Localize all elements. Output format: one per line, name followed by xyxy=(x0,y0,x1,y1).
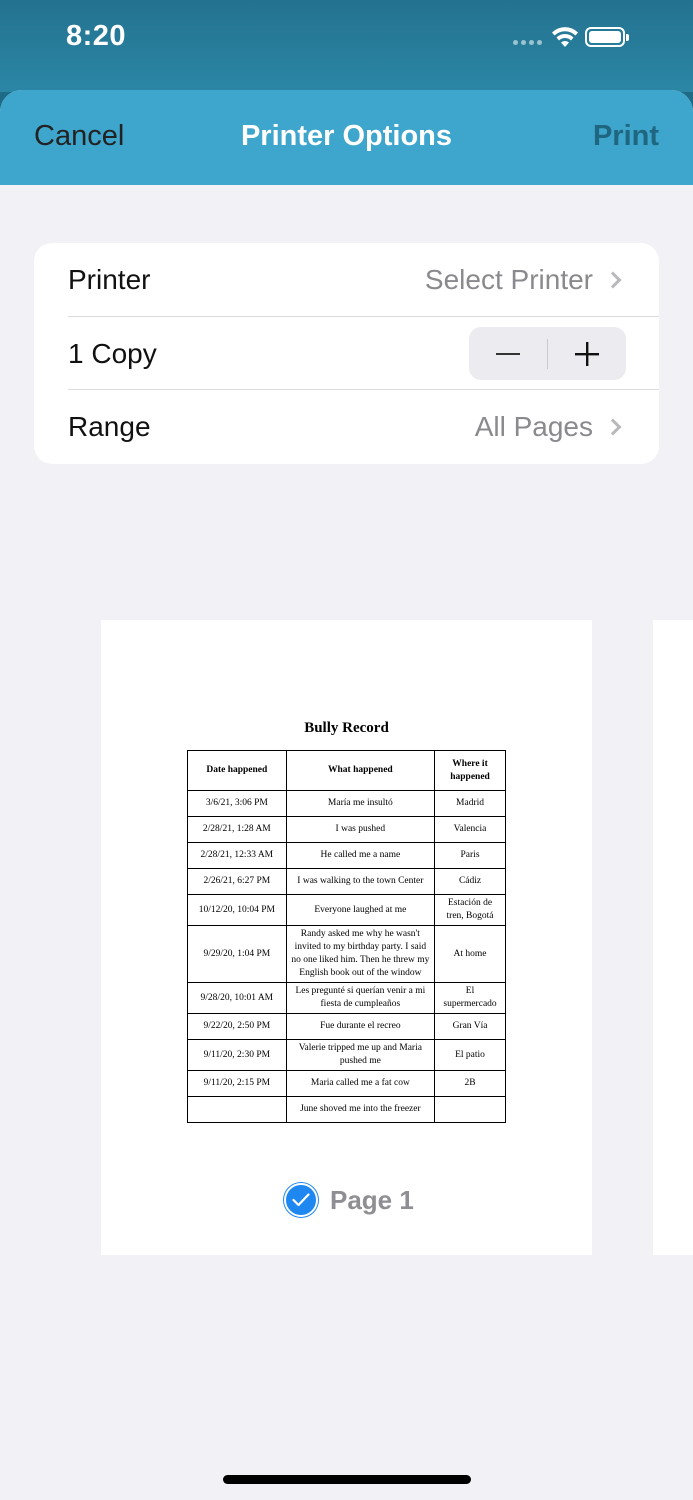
print-button[interactable]: Print xyxy=(592,120,659,152)
increment-button[interactable] xyxy=(548,327,626,380)
minus-icon xyxy=(496,352,520,356)
range-label: Range xyxy=(68,411,151,442)
nav-title: Printer Options xyxy=(240,120,453,152)
all-pages-text: All Pages xyxy=(474,411,593,442)
copies-row xyxy=(68,316,659,389)
cell-what: Les pregunté si querían venir a mi fiesta de cumpleaños xyxy=(286,983,434,1014)
range-value[interactable] xyxy=(475,411,625,443)
cell-where: Paris xyxy=(435,843,506,869)
range-row[interactable] xyxy=(68,389,659,462)
printer-label: Printer xyxy=(68,264,151,295)
options-group xyxy=(34,243,659,464)
next-page-preview[interactable] xyxy=(653,620,693,1255)
header-what: What happened xyxy=(286,751,434,791)
cell-what: June shoved me into the freezer xyxy=(286,1097,434,1123)
cell-what: María me insultó xyxy=(286,791,434,817)
print-options-sheet xyxy=(0,90,693,1500)
table-row xyxy=(188,1097,506,1123)
cell-where xyxy=(435,1097,506,1123)
cell-date xyxy=(188,1097,287,1123)
decrement-button[interactable] xyxy=(469,327,547,380)
copies-stepper xyxy=(469,327,626,380)
table-row xyxy=(188,1071,506,1097)
battery-icon xyxy=(585,27,625,47)
table-row xyxy=(188,983,506,1014)
document-table xyxy=(187,750,506,1123)
cell-where: El patio xyxy=(435,1040,506,1071)
cell-where: Gran Vía xyxy=(435,1014,506,1040)
cell-where: 2B xyxy=(435,1071,506,1097)
cell-date: 9/11/20, 2:15 PM xyxy=(188,1071,287,1097)
table-row xyxy=(188,895,506,926)
document-table-wrap xyxy=(187,750,506,1183)
printer-value[interactable] xyxy=(425,264,625,296)
home-indicator[interactable] xyxy=(223,1475,471,1484)
table-row xyxy=(188,791,506,817)
chevron-right-icon xyxy=(605,419,622,436)
nav-bar xyxy=(0,90,693,185)
table-row xyxy=(188,843,506,869)
cell-what: Fue durante el recreo xyxy=(286,1014,434,1040)
cell-date: 9/11/20, 2:30 PM xyxy=(188,1040,287,1071)
table-row xyxy=(188,926,506,983)
cell-date: 10/12/20, 10:04 PM xyxy=(188,895,287,926)
cell-where: El supermercado xyxy=(435,983,506,1014)
cell-date: 9/28/20, 10:01 AM xyxy=(188,983,287,1014)
wifi-icon xyxy=(551,26,579,48)
copies-label: 1 Copy xyxy=(68,338,157,369)
table-header-row xyxy=(188,751,506,791)
cell-date: 3/6/21, 3:06 PM xyxy=(188,791,287,817)
cell-date: 9/29/20, 1:04 PM xyxy=(188,926,287,983)
chevron-right-icon xyxy=(605,272,622,289)
header-where: Where it happened xyxy=(435,751,506,791)
select-printer-text: Select Printer xyxy=(424,264,593,295)
cell-what: He called me a name xyxy=(286,843,434,869)
cell-date: 9/22/20, 2:50 PM xyxy=(188,1014,287,1040)
cell-what: Maria called me a fat cow xyxy=(286,1071,434,1097)
cell-where: Valencia xyxy=(435,817,506,843)
table-row xyxy=(188,817,506,843)
plus-icon xyxy=(575,342,599,366)
cell-what: Valerie tripped me up and Maria pushed me xyxy=(286,1040,434,1071)
page-selection[interactable] xyxy=(284,1183,414,1217)
status-bar xyxy=(0,0,693,92)
document-title: Bully Record xyxy=(304,720,389,736)
cell-where: At home xyxy=(435,926,506,983)
printer-row[interactable] xyxy=(34,243,659,316)
page-preview[interactable] xyxy=(101,620,592,1255)
cell-date: 2/28/21, 12:33 AM xyxy=(188,843,287,869)
status-time: 8:20 xyxy=(66,20,127,52)
table-row xyxy=(188,869,506,895)
table-row xyxy=(188,1040,506,1071)
header-date: Date happened xyxy=(188,751,287,791)
cell-what: Everyone laughed at me xyxy=(286,895,434,926)
cell-date: 2/28/21, 1:28 AM xyxy=(188,817,287,843)
cancel-button[interactable]: Cancel xyxy=(34,120,125,152)
cellular-signal-icon xyxy=(513,40,542,45)
cell-what: I was walking to the town Center xyxy=(286,869,434,895)
cell-where: Madrid xyxy=(435,791,506,817)
status-icons xyxy=(599,26,659,52)
cell-what: Randy asked me why he wasn't invited to my birthday party. I said no one liked him. Then he threw my English book out of the window xyxy=(286,926,434,983)
page-number-label: Page 1 xyxy=(330,1184,414,1215)
cell-where: Cádiz xyxy=(435,869,506,895)
cell-what: I was pushed xyxy=(286,817,434,843)
table-row xyxy=(188,1014,506,1040)
cell-date: 2/26/21, 6:27 PM xyxy=(188,869,287,895)
checkmark-icon[interactable] xyxy=(284,1183,318,1217)
cell-where: Estación de tren, Bogotá xyxy=(435,895,506,926)
